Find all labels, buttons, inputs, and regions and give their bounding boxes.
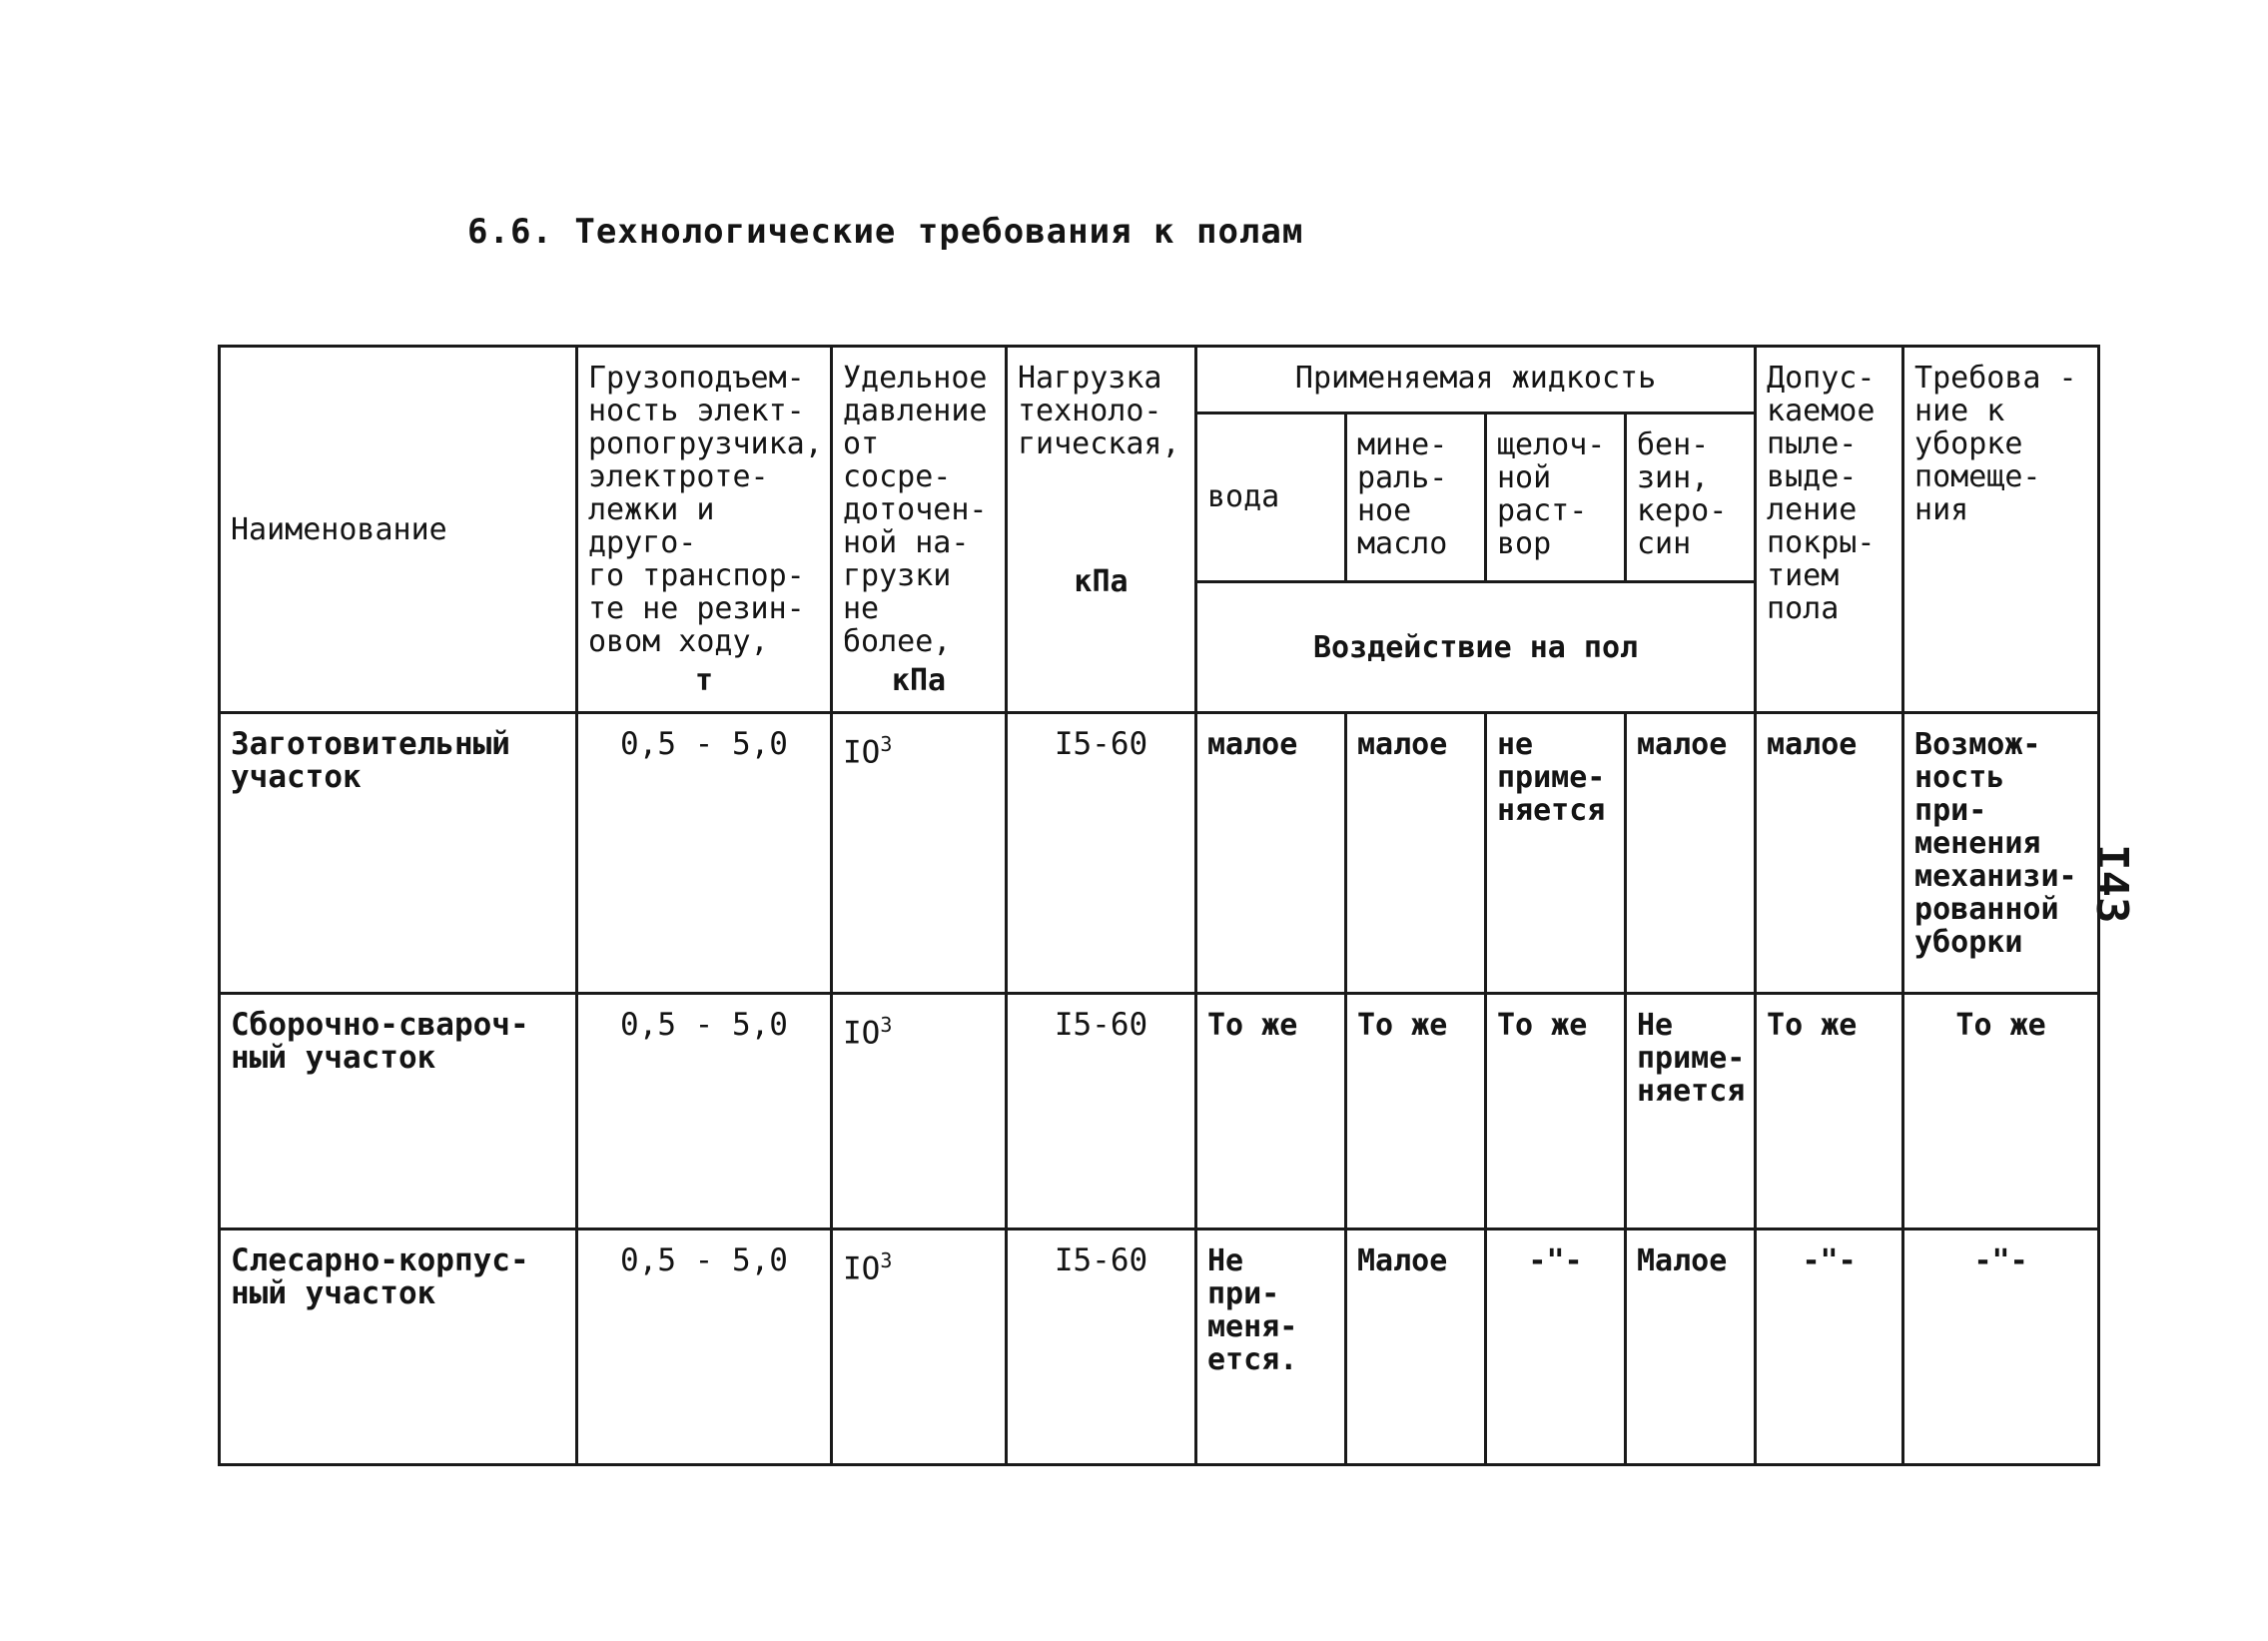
table-row [220, 994, 2099, 1230]
row-name: Заготовительный участок [220, 713, 577, 994]
row-dust: малое [1756, 713, 1903, 994]
row-fuel: Не приме- няется [1626, 994, 1756, 1230]
page-number: I43 [2086, 844, 2137, 924]
row-load: I5-60 [1007, 994, 1196, 1230]
row-water: малое [1196, 713, 1346, 994]
row-alkali: То же [1486, 994, 1626, 1230]
header-liquid-water: вода [1196, 412, 1346, 581]
row-dust: -"- [1756, 1230, 1903, 1465]
header-pressure-unit: кПа [891, 663, 947, 698]
section-title: 6.6. Технологические требования к полам [467, 212, 1304, 252]
header-liquid-group: Применяемая жидкость [1196, 347, 1756, 413]
row-name: Сборочно-свароч- ный участок [220, 994, 577, 1230]
row-dust: То же [1756, 994, 1903, 1230]
header-name: Наименование [220, 347, 577, 713]
row-cleaning: То же [1903, 994, 2099, 1230]
table-row [220, 713, 2099, 994]
row-capacity: 0,5 - 5,0 [577, 713, 832, 994]
row-fuel: малое [1626, 713, 1756, 994]
row-cleaning: Возмож- ность при- менения механизи- рованной уборки [1903, 713, 2099, 994]
header-capacity: Грузоподъем- ность элект- ропогрузчика, электроте- лежки и друго- го транспор- те не резин- овом ходу, т [577, 347, 832, 713]
row-water: Не при- меня- ется. [1196, 1230, 1346, 1465]
header-liquid-fuel: бен- зин, керо- син [1626, 412, 1756, 581]
row-pressure: $IO^3$ [832, 1230, 1007, 1465]
row-capacity: 0,5 - 5,0 [577, 994, 832, 1230]
row-oil: Малое [1346, 1230, 1486, 1465]
header-pressure: Удельное давление от сосре- доточен- ной на- грузки не более, кПа [832, 347, 1007, 713]
row-pressure: $IO^3$ [832, 713, 1007, 994]
row-alkali: не приме- няется [1486, 713, 1626, 994]
row-alkali: -"- [1486, 1230, 1626, 1465]
row-pressure: $IO^3$ [832, 994, 1007, 1230]
row-load: I5-60 [1007, 713, 1196, 994]
header-capacity-unit: т [694, 663, 714, 698]
header-row-1 [220, 347, 2099, 413]
row-name: Слесарно-корпус- ный участок [220, 1230, 577, 1465]
header-dust: Допус- каемое пыле- выде- ление покры- тием пола [1756, 347, 1903, 713]
row-cleaning: -"- [1903, 1230, 2099, 1465]
header-impact: Воздействие на пол [1196, 582, 1756, 713]
table-row [220, 1230, 2099, 1465]
row-capacity: 0,5 - 5,0 [577, 1230, 832, 1465]
floor-requirements-table [218, 345, 2100, 1466]
row-oil: малое [1346, 713, 1486, 994]
header-liquid-alkali: щелоч- ной раст- вор [1486, 412, 1626, 581]
header-liquid-oil: мине- раль- ное масло [1346, 412, 1486, 581]
header-load-unit: кПа [1074, 564, 1129, 599]
row-load: I5-60 [1007, 1230, 1196, 1465]
row-water: То же [1196, 994, 1346, 1230]
row-oil: То же [1346, 994, 1486, 1230]
header-cleaning: Требова - ние к уборке помеще- ния [1903, 347, 2099, 713]
header-load: Нагрузка техноло- гическая, кПа [1007, 347, 1196, 713]
row-fuel: Малое [1626, 1230, 1756, 1465]
